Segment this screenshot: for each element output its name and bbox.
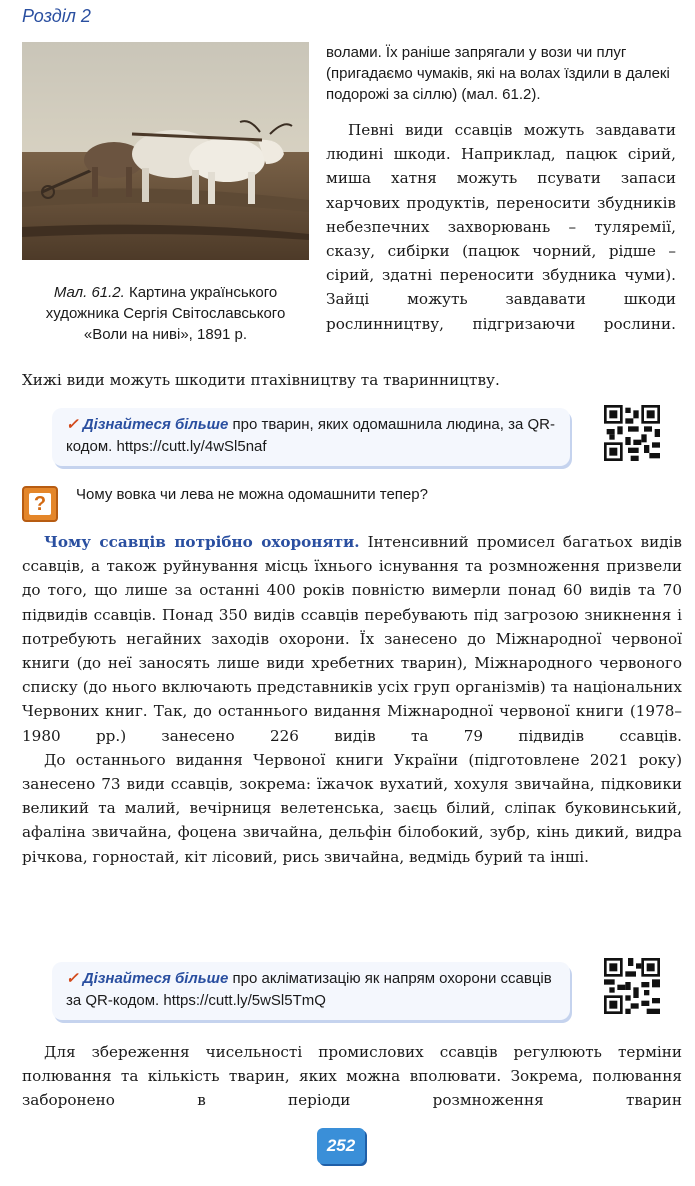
check-icon: ✓ — [66, 416, 79, 433]
protection-paragraph-1-text: Інтенсивний промисел багатьох видів ссавців, а також руйнування місць їхнього існування та розмноження призвели до того, що лише за останні 400 років повністю вимерли понад 60 видів та 70 підвидів ссавців. Понад 350 видів ссавців перебувають під загрозою зникнення і потребують негайних заходів охорони. Їх занесено до Міжнародної червоної книги (до неї заносять лише види хребетних тварин), Міжнародного червоного списку (до нього включають представників усіх груп організмів) та національних Червоних книг. Так, до останнього видання Міжнародної червоної книги (1978–1980 рр.) занесено 226 видів та 79 підвидів ссавців. — [22, 533, 682, 745]
hunting-paragraph — [22, 1040, 682, 1113]
qr-code-icon[interactable] — [604, 405, 660, 461]
figure-caption — [22, 282, 309, 345]
protection-paragraph-1 — [22, 530, 682, 748]
question-text: Чому вовка чи лева не можна одомашнити тепер? — [76, 486, 428, 503]
question-icon: ? — [22, 486, 58, 522]
protection-section — [22, 530, 682, 869]
protection-paragraph-2-text: До останнього видання Червоної книги України (підготовлене 2021 року) занесено 73 види ссавців, зокрема: їжачок вухатий, хохуля звичайна, підковики великий та малий, вечірниця велетенська, заєць білий, сліпак буковинський, афаліна звичайна, фоцена звичайна, дельфін білобокий, зубр, кінь дикий, видра річкова, горностай, кіт лісовий, рись звичайна, ведмідь бурий та інші. — [22, 750, 682, 866]
protection-paragraph-2 — [22, 748, 682, 869]
learn-more-text[interactable]: про акліматизацію як напрям охорони ссавців за QR-кодом. https://cutt.ly/5wSl5TmQ — [66, 970, 552, 1009]
learn-more-label: Дізнайтеся більше — [82, 970, 229, 987]
caption-label: Мал. 61.2. — [53, 284, 125, 301]
hunting-paragraph-text: Для збереження чисельності промислових ссавців регулюють терміни полювання та кількість тварин, яких можна вполювати. Зокрема, полювання заборонено в періоди розмноження тварин — [22, 1043, 682, 1110]
learn-more-box-1 — [52, 408, 570, 466]
qr-code-icon[interactable] — [604, 958, 660, 1014]
section-header: Розділ 2 — [22, 6, 91, 26]
predators-paragraph: Хижі види можуть шкодити птахівництву та тваринництву. — [22, 371, 500, 389]
caption-text: Картина українського художника Сергія Світославського «Воли на ниві», 1891 р. — [45, 284, 286, 343]
learn-more-text[interactable]: про тварин, яких одомашнила людина, за QR-кодом. https://cutt.ly/4wSl5naf — [66, 416, 555, 455]
oxen-painting — [22, 42, 309, 260]
hunting-paragraph-block — [22, 1040, 682, 1113]
harm-paragraph — [326, 118, 676, 336]
column-right-sans-text: волами. Їх раніше запрягали у вози чи плуг (пригадаємо чумаків, які на волах їздили в далекі подорожі за сіллю) (мал. 61.2). — [326, 44, 670, 103]
learn-more-label: Дізнайтеся більше — [82, 416, 229, 433]
harm-paragraph-text: Певні види ссавців можуть завдавати людині шкоди. Наприклад, пацюк сірий, миша хатня можуть псувати запаси харчових продуктів, переносити збудників небезпечних захворювань – туляремії, сказу, сибірки (пацюк чорний, рідше – сірий, здатні переносити збудника чуми). Зайці можуть завдавати шкоди рослинництву, підгризаючи рослини. — [326, 121, 676, 333]
page-number-badge: 252 — [317, 1128, 365, 1164]
predators-paragraph-block — [22, 368, 682, 392]
check-icon: ✓ — [66, 970, 79, 987]
learn-more-box-2 — [52, 962, 570, 1020]
protection-heading: Чому ссавців потрібно охороняти. — [44, 533, 360, 551]
column-right-paragraph — [326, 118, 676, 336]
